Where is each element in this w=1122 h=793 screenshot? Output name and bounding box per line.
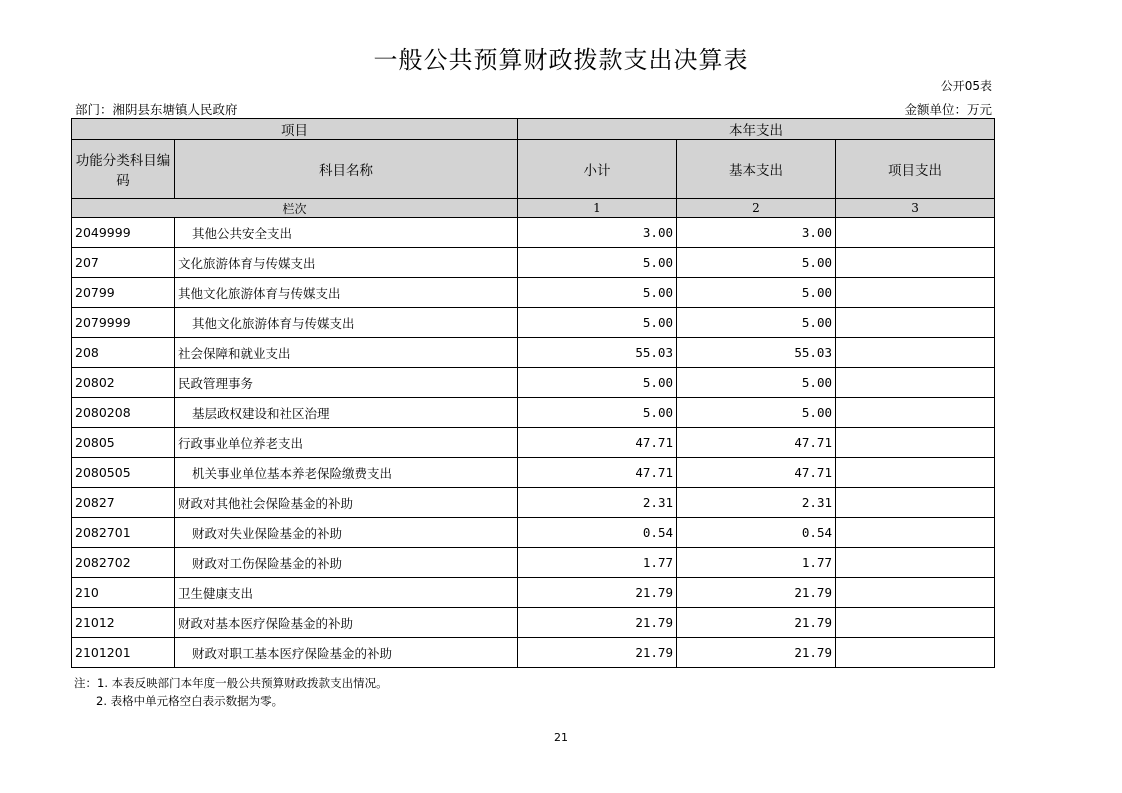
table-row xyxy=(72,458,995,488)
row-project-expense xyxy=(836,428,995,458)
header-subtotal: 小计 xyxy=(518,140,677,199)
row-code: 210 xyxy=(72,578,175,608)
row-project-expense xyxy=(836,248,995,278)
row-code: 2101201 xyxy=(72,638,175,668)
header-project-expense: 项目支出 xyxy=(836,140,995,199)
row-basic-expense: 0.54 xyxy=(677,518,836,548)
row-subject-name: 基层政权建设和社区治理 xyxy=(175,398,518,428)
row-subtotal: 47.71 xyxy=(518,428,677,458)
department-label: 部门：湘阴县东塘镇人民政府 xyxy=(75,102,238,117)
row-subtotal: 47.71 xyxy=(518,458,677,488)
header-col-2: 2 xyxy=(677,199,836,218)
footnote-2: 2. 表格中单元格空白表示数据为零。 xyxy=(96,694,284,708)
row-code: 2082702 xyxy=(72,548,175,578)
row-subject-name: 其他文化旅游体育与传媒支出 xyxy=(175,278,518,308)
row-subject-name: 财政对失业保险基金的补助 xyxy=(175,518,518,548)
table-row xyxy=(72,608,995,638)
row-basic-expense: 2.31 xyxy=(677,488,836,518)
page-number: 21 xyxy=(554,731,568,744)
row-basic-expense: 5.00 xyxy=(677,248,836,278)
row-code: 20827 xyxy=(72,488,175,518)
row-basic-expense: 5.00 xyxy=(677,398,836,428)
row-basic-expense: 47.71 xyxy=(677,428,836,458)
row-project-expense xyxy=(836,488,995,518)
row-project-expense xyxy=(836,398,995,428)
row-code: 208 xyxy=(72,338,175,368)
footnote-1: 注：1. 本表反映部门本年度一般公共预算财政拨款支出情况。 xyxy=(74,676,388,690)
table-row xyxy=(72,488,995,518)
table-row xyxy=(72,428,995,458)
row-basic-expense: 21.79 xyxy=(677,638,836,668)
header-basic-expense: 基本支出 xyxy=(677,140,836,199)
form-number: 公开05表 xyxy=(940,79,992,93)
row-project-expense xyxy=(836,518,995,548)
row-project-expense xyxy=(836,458,995,488)
row-subject-name: 财政对其他社会保险基金的补助 xyxy=(175,488,518,518)
row-basic-expense: 3.00 xyxy=(677,218,836,248)
row-subject-name: 文化旅游体育与传媒支出 xyxy=(175,248,518,278)
table-row xyxy=(72,308,995,338)
row-basic-expense: 21.79 xyxy=(677,608,836,638)
row-subject-name: 民政管理事务 xyxy=(175,368,518,398)
row-project-expense xyxy=(836,578,995,608)
row-basic-expense: 55.03 xyxy=(677,338,836,368)
header-column-index: 栏次 xyxy=(72,199,518,218)
row-project-expense xyxy=(836,278,995,308)
row-subtotal: 1.77 xyxy=(518,548,677,578)
row-subtotal: 3.00 xyxy=(518,218,677,248)
row-subject-name: 卫生健康支出 xyxy=(175,578,518,608)
table-row xyxy=(72,398,995,428)
table-row xyxy=(72,338,995,368)
row-basic-expense: 5.00 xyxy=(677,308,836,338)
row-basic-expense: 47.71 xyxy=(677,458,836,488)
table-row xyxy=(72,368,995,398)
row-project-expense xyxy=(836,218,995,248)
row-subject-name: 其他文化旅游体育与传媒支出 xyxy=(175,308,518,338)
header-col-3: 3 xyxy=(836,199,995,218)
table-row xyxy=(72,518,995,548)
row-code: 207 xyxy=(72,248,175,278)
table-row xyxy=(72,548,995,578)
row-project-expense xyxy=(836,608,995,638)
row-code: 21012 xyxy=(72,608,175,638)
row-code: 20802 xyxy=(72,368,175,398)
amount-unit-label: 金额单位：万元 xyxy=(904,102,992,117)
footnotes xyxy=(74,674,388,710)
row-project-expense xyxy=(836,308,995,338)
row-subtotal: 5.00 xyxy=(518,308,677,338)
table-row xyxy=(72,248,995,278)
row-project-expense xyxy=(836,368,995,398)
header-subject-name: 科目名称 xyxy=(175,140,518,199)
row-subject-name: 财政对职工基本医疗保险基金的补助 xyxy=(175,638,518,668)
row-code: 20805 xyxy=(72,428,175,458)
row-subject-name: 机关事业单位基本养老保险缴费支出 xyxy=(175,458,518,488)
row-subtotal: 5.00 xyxy=(518,398,677,428)
row-project-expense xyxy=(836,548,995,578)
row-code: 2082701 xyxy=(72,518,175,548)
row-subtotal: 5.00 xyxy=(518,368,677,398)
header-current-year-expense: 本年支出 xyxy=(518,119,995,140)
table-row xyxy=(72,578,995,608)
row-subject-name: 行政事业单位养老支出 xyxy=(175,428,518,458)
expense-table xyxy=(71,118,995,668)
row-code: 2080208 xyxy=(72,398,175,428)
row-subject-name: 其他公共安全支出 xyxy=(175,218,518,248)
table-row xyxy=(72,218,995,248)
row-project-expense xyxy=(836,338,995,368)
row-subtotal: 2.31 xyxy=(518,488,677,518)
header-col-1: 1 xyxy=(518,199,677,218)
row-basic-expense: 5.00 xyxy=(677,368,836,398)
row-subtotal: 5.00 xyxy=(518,278,677,308)
row-code: 2049999 xyxy=(72,218,175,248)
page-title: 一般公共预算财政拨款支出决算表 xyxy=(373,46,749,74)
row-code: 2080505 xyxy=(72,458,175,488)
header-project: 项目 xyxy=(72,119,518,140)
row-subtotal: 55.03 xyxy=(518,338,677,368)
table-row xyxy=(72,278,995,308)
table-body xyxy=(72,218,995,668)
row-subtotal: 21.79 xyxy=(518,578,677,608)
row-subject-name: 财政对基本医疗保险基金的补助 xyxy=(175,608,518,638)
row-subject-name: 社会保障和就业支出 xyxy=(175,338,518,368)
row-basic-expense: 21.79 xyxy=(677,578,836,608)
row-project-expense xyxy=(836,638,995,668)
row-subtotal: 5.00 xyxy=(518,248,677,278)
row-basic-expense: 5.00 xyxy=(677,278,836,308)
table-row xyxy=(72,638,995,668)
header-func-code: 功能分类科目编码 xyxy=(72,140,175,199)
row-subject-name: 财政对工伤保险基金的补助 xyxy=(175,548,518,578)
table-header xyxy=(72,119,995,218)
row-code: 20799 xyxy=(72,278,175,308)
row-subtotal: 0.54 xyxy=(518,518,677,548)
row-subtotal: 21.79 xyxy=(518,638,677,668)
row-code: 2079999 xyxy=(72,308,175,338)
row-basic-expense: 1.77 xyxy=(677,548,836,578)
row-subtotal: 21.79 xyxy=(518,608,677,638)
